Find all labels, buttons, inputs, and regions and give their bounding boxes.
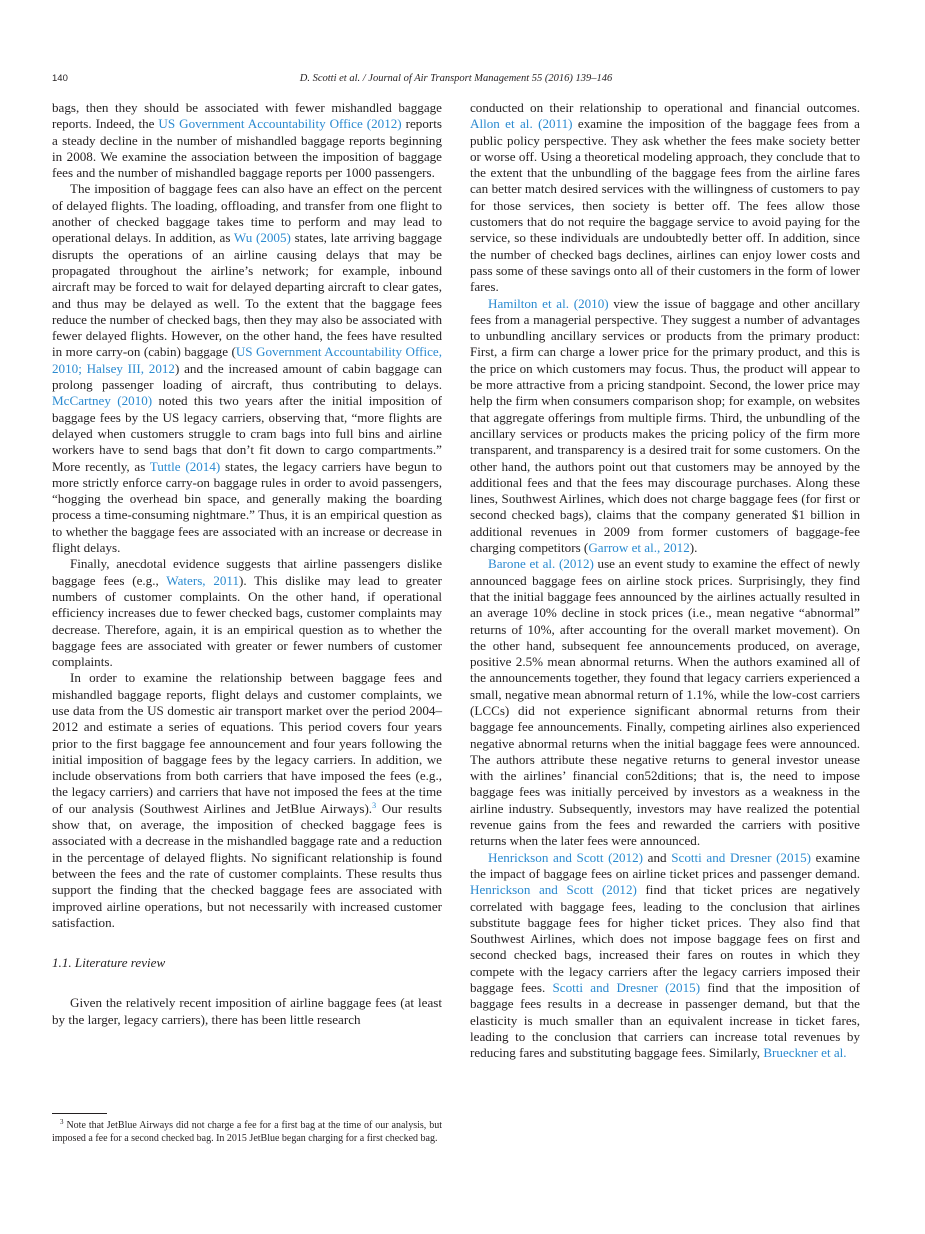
journal-reference: D. Scotti et al. / Journal of Air Transport Management 55 (2016) 139–146 xyxy=(299,73,613,84)
text: ). xyxy=(689,540,698,556)
footnote-text: Note that JetBlue Airways did not charge a fee for a first bag at the time of our analysis, but imposed a fee for a second checked bag. In 2015 JetBlue began charging for a first checked bag. xyxy=(52,1120,442,1144)
paragraph xyxy=(52,670,442,931)
citation-link[interactable]: US Government Accountability Office (2012) xyxy=(158,116,402,132)
section-heading: 1.1. Literature review xyxy=(52,955,166,971)
text: reports a steady decline in the number of mishandled baggage reports beginning in 2008. We examine the association between the imposition of baggage fees and the number of mishandled baggage reports per 1000 passengers. xyxy=(52,116,442,181)
paragraph xyxy=(470,296,860,557)
text: view the issue of baggage and other ancillary fees from a managerial perspective. They suggest a number of advantages to unbundling ancillary services or products from the primary product: First, a firm can charge a lower price for the primary product, and this is the price on which customers may focus. Thus, the product will appear to be more attractive from a pricing standpoint. Second, the lower price may help the firm when consumers comparison shop; for example, on websites that aggregate offerings from multiple firms. Third, the unbundling of the ancillary services or products makes the pricing policy of the firm more transparent, and transparency is a desired trait for some customers. On the other hand, the authors point out that customers may be annoyed by the additional fees and that the fees may discourage purchases. Along these lines, Southwest Airlines, which does not charge baggage fees (for first or second checked bags), claims that the company generated $1 billion in additional revenues in 2009 from former customers of baggage-fee charging competitors ( xyxy=(470,295,860,556)
footnote-number: 3 xyxy=(60,1118,64,1126)
paragraph xyxy=(470,556,860,849)
citation-link[interactable]: Garrow et al., 2012 xyxy=(588,540,690,556)
citation-link[interactable]: Scotti and Dresner (2015) xyxy=(671,849,811,865)
citation-link[interactable]: Brueckner et al. xyxy=(763,1045,847,1061)
paragraph xyxy=(52,100,442,181)
citation-link[interactable]: McCartney (2010) xyxy=(52,393,153,409)
citation-link[interactable]: Tuttle (2014) xyxy=(149,458,221,474)
text: conducted on their relationship to operational and financial outcomes. xyxy=(470,100,860,115)
citation-link[interactable]: Waters, 2011 xyxy=(166,572,240,588)
citation-link[interactable]: Henrickson and Scott (2012) xyxy=(488,849,644,865)
footnote-marker-link[interactable]: 3 xyxy=(372,800,377,810)
text: Given the relatively recent imposition of airline baggage fees (at least by the larger, legacy carriers), there has been little research xyxy=(52,995,442,1027)
page-number: 140 xyxy=(52,73,68,84)
text: find that the imposition of baggage fees results in a decrease in passenger demand, but that the elasticity is much smaller than an equivalent increase in ticket fares, leading to the conclusion that carriers can increase total revenues by reducing fares and substituting baggage fees. Similarly, xyxy=(470,980,860,1061)
right-column xyxy=(470,100,860,1062)
footnote-area xyxy=(52,1113,442,1145)
text: states, late arriving baggage disrupts the operations of an airline causing delays that may be propagated throughout the airline’s network; for example, inbound aircraft may be forced to wait for delayed departing aircraft to clear gates, and thus may be delayed as well. To the extent that the baggage fees reduce the number of checked bags, then they may also be associated with fewer delayed flights. However, on the other hand, the fees have resulted in more carry-on (cabin) baggage ( xyxy=(52,230,442,360)
footnote-divider xyxy=(52,1113,107,1114)
text: examine the impact of baggage fees on airline ticket prices and passenger demand. xyxy=(470,849,860,881)
text: ). This dislike may lead to greater numbers of customer complaints. On the other hand, if operational efficiency increases due to fewer checked bags, customer complaints may decrease. Therefore, again, it is an empirical question as to whether the baggage fees are associated with greater or fewer numbers of customer complaints. xyxy=(52,572,443,670)
text: noted this two years after the initial imposition of baggage fees by the US legacy carriers, observing that, “more flights are delayed when customers struggle to cram bags into full bins and airline workers have to send bags that don’t fit down to cargo compartments.” More recently, as xyxy=(52,393,442,474)
text: Our results show that, on average, the imposition of checked baggage fees is associated with a decrease in the mishandled baggage rate and a reduction in the percentage of delayed flights. No significant relationship is found between the fees and the rate of customer complaints. These results thus support the finding that the checked baggage fees are associated with improved airline operations, but not necessarily with increased customer satisfaction. xyxy=(52,800,442,930)
text: ) and the increased amount of cabin baggage can prolong passenger loading of aircraft, thus contributing to delays. xyxy=(52,360,442,393)
citation-link[interactable]: Scotti and Dresner (2015) xyxy=(552,980,701,996)
citation-link[interactable]: Henrickson and Scott (2012) xyxy=(470,882,637,898)
citation-link[interactable]: Allon et al. (2011) xyxy=(470,116,573,132)
text: and xyxy=(643,849,672,865)
footnote xyxy=(52,1119,442,1145)
text: The imposition of baggage fees can also have an effect on the percent of delayed flights. The loading, offloading, and transfer from one flight to another of checked baggage takes time to perform and may lead to operational delays. In addition, as xyxy=(52,181,442,246)
text: Finally, anecdotal evidence suggests that airline passengers dislike baggage fees (e.g., xyxy=(52,556,442,588)
text: find that ticket prices are negatively correlated with baggage fees, leading to the conclusion that airlines substitute baggage fees for higher ticket prices. They also find that Southwest Airlines, which does not impose baggage fees on first and second checked bags, increased their fares on routes in which they compete with the legacy carriers after the legacy carriers imposed their baggage fees. xyxy=(470,882,860,996)
paragraph xyxy=(52,995,442,1028)
text: states, the legacy carriers have begun to more strictly enforce carry-on baggage rules in order to avoid passengers, “hogging the overhead bin space, and generally making the boarding process a time-consuming nightmare.” Thus, it is an empirical question as to whether the baggage fees are associated with an increase or decrease in flight delays. xyxy=(52,458,442,556)
citation-link[interactable]: Wu (2005) xyxy=(233,230,291,246)
text: In order to examine the relationship between baggage fees and mishandled baggage reports, flight delays and customer complaints, we use data from the US domestic air transport market over the period 2004–2012 and estimate a series of equations. This period covers four years prior to the first baggage fee announcement and four years following the initial imposition of baggage fees by the legacy carriers. In addition, we include observations from both carriers that have imposed the fees (e.g., the legacy carriers) and carriers that have not imposed the fees at the time of our analysis (Southwest Airlines and JetBlue Airways). xyxy=(52,670,442,816)
paragraph xyxy=(470,850,860,1062)
citation-link[interactable]: Barone et al. (2012) xyxy=(488,556,594,572)
citation-link[interactable]: US Government Accountability Office, 2010; Halsey III, 2012 xyxy=(52,344,443,376)
paragraph xyxy=(52,556,442,670)
paragraph xyxy=(470,100,860,296)
running-header xyxy=(52,72,860,86)
text: examine the imposition of the baggage fees from a public policy perspective. They ask whether the fees make society better or worse off. Using a theoretical modeling approach, they conclude that to the extent that the unbundling of the baggage fees from the airline fares can better match desired services with the willingness of customers to pay for those services, then society is better off. The fees allow those customers that do not require the baggage service to avoid paying for the service, so these individuals are undoubtedly better off. In addition, since the number of checked bags declines, airlines can enjoy lower costs and pass some of these savings onto all of their customers in the form of lower fares. xyxy=(470,116,860,295)
text: bags, then they should be associated with fewer mishandled baggage reports. Indeed, the xyxy=(52,100,442,132)
text: use an event study to examine the effect of newly announced baggage fees on airline stock prices. Surprisingly, they find that the initial baggage fees announced by the airlines actually resulted in an average 10% decline in stock prices (i.e., mean negative “abnormal” returns of 10%, after accounting for the overall market movement). On the other hand, subsequent fee announcements produced, on average, positive 2.5% mean abnormal returns. When the authors examined all of the announcements together, they found that legacy carriers experienced a small, negative mean abnormal return of 1.1%, while the low-cost carriers (LCCs) did not experience significant abnormal returns from their baggage fee announcements. Finally, competing airlines also experienced negative abnormal returns when the initial baggage fees were announced. The authors attribute these negative returns to general investor unease with the airlines’ financial con52ditions; that is, the need to impose baggage fees was initially perceived by investors as a weakness in the airline industry. Subsequently, investors may have realized the potential revenue gains from the fees and rewarded the carriers with positive returns when the later fees were announced. xyxy=(470,556,860,849)
left-column xyxy=(52,100,442,1028)
paragraph xyxy=(52,181,442,556)
citation-link[interactable]: Hamilton et al. (2010) xyxy=(488,295,609,311)
